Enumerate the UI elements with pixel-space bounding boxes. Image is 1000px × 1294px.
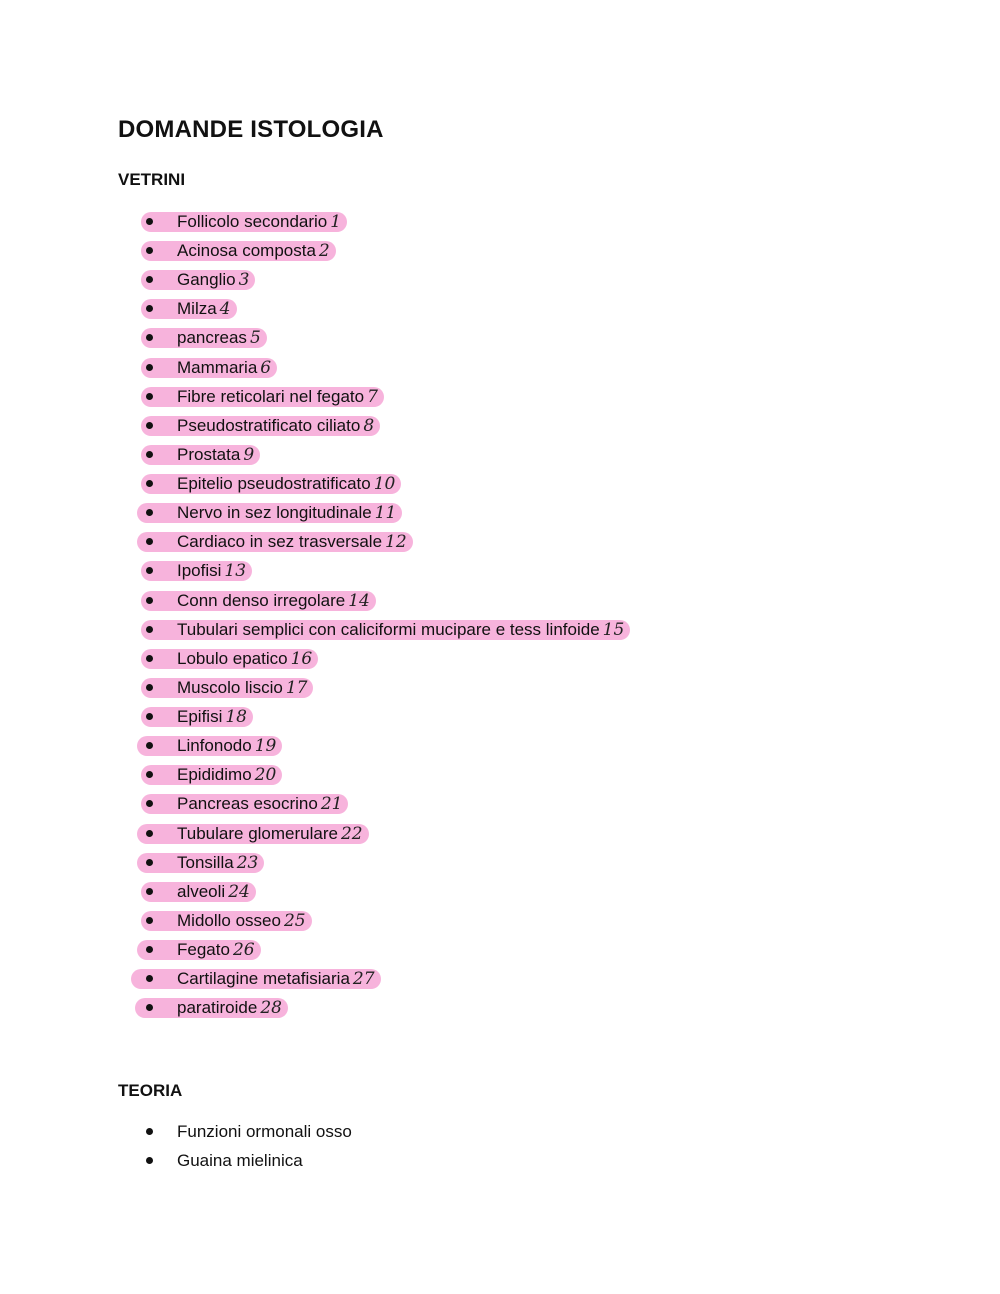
handwritten-number: 6 bbox=[260, 358, 272, 378]
handwritten-number: 19 bbox=[254, 736, 277, 756]
bullet-icon bbox=[146, 509, 153, 516]
list-item-text bbox=[177, 444, 254, 466]
list-item bbox=[0, 240, 1000, 262]
list-item bbox=[0, 793, 1000, 815]
bullet-icon bbox=[146, 742, 153, 749]
bullet-icon bbox=[146, 538, 153, 545]
handwritten-number: 13 bbox=[224, 561, 247, 581]
list-item bbox=[0, 531, 1000, 553]
handwritten-number: 24 bbox=[228, 882, 250, 902]
list-item-label: paratiroide bbox=[177, 998, 258, 1017]
bullet-icon bbox=[146, 597, 153, 604]
list-item bbox=[0, 852, 1000, 874]
list-item bbox=[0, 269, 1000, 291]
list-item-text bbox=[177, 706, 247, 728]
list-item bbox=[0, 327, 1000, 349]
handwritten-number: 3 bbox=[238, 270, 250, 290]
handwritten-number: 26 bbox=[232, 940, 255, 960]
list-item bbox=[0, 590, 1000, 612]
list-item bbox=[0, 298, 1000, 320]
list-item-text bbox=[177, 240, 330, 262]
list-item bbox=[0, 1150, 1000, 1172]
list-item-label: Guaina mielinica bbox=[177, 1151, 303, 1170]
bullet-icon bbox=[146, 305, 153, 312]
list-item-label: Linfonodo bbox=[177, 736, 252, 755]
list-item-label: Ganglio bbox=[177, 270, 236, 289]
handwritten-number: 22 bbox=[340, 824, 363, 844]
bullet-icon bbox=[146, 1128, 153, 1135]
list-item bbox=[0, 881, 1000, 903]
bullet-icon bbox=[146, 567, 153, 574]
list-item bbox=[0, 211, 1000, 233]
handwritten-number: 28 bbox=[260, 998, 282, 1018]
list-item-label: Nervo in sez longitudinale bbox=[177, 503, 372, 522]
handwritten-number: 20 bbox=[254, 765, 277, 785]
handwritten-number: 16 bbox=[290, 649, 313, 669]
bullet-icon bbox=[146, 1004, 153, 1011]
bullet-icon bbox=[146, 713, 153, 720]
handwritten-number: 15 bbox=[602, 620, 625, 640]
list-item bbox=[0, 910, 1000, 932]
handwritten-number: 4 bbox=[219, 299, 231, 319]
bullet-icon bbox=[146, 830, 153, 837]
handwritten-number: 1 bbox=[330, 212, 342, 232]
bullet-icon bbox=[146, 888, 153, 895]
list-item-text bbox=[177, 298, 231, 320]
list-item bbox=[0, 415, 1000, 437]
list-item-label: Funzioni ormonali osso bbox=[177, 1122, 352, 1141]
list-item-text bbox=[177, 386, 378, 408]
document-title: DOMANDE ISTOLOGIA bbox=[118, 116, 384, 143]
list-item-label: Prostata bbox=[177, 445, 241, 464]
bullet-icon bbox=[146, 771, 153, 778]
list-item-text bbox=[177, 939, 255, 961]
list-item bbox=[0, 386, 1000, 408]
list-item-label: Epifisi bbox=[177, 707, 223, 726]
handwritten-number: 9 bbox=[243, 445, 255, 465]
list-item bbox=[0, 939, 1000, 961]
list-item-label: Tubulare glomerulare bbox=[177, 824, 338, 843]
list-item-label: Tubulari semplici con caliciformi mucipare e tess linfoide bbox=[177, 620, 600, 639]
list-item-label: Epididimo bbox=[177, 765, 252, 784]
handwritten-number: 10 bbox=[373, 474, 396, 494]
list-item-text bbox=[177, 560, 246, 582]
handwritten-number: 5 bbox=[249, 328, 261, 348]
bullet-icon bbox=[146, 218, 153, 225]
list-item-label: alveoli bbox=[177, 882, 226, 901]
list-item bbox=[0, 444, 1000, 466]
list-item-text bbox=[177, 648, 312, 670]
handwritten-number: 7 bbox=[367, 387, 378, 407]
list-item-label: Acinosa composta bbox=[177, 241, 316, 260]
list-item bbox=[0, 823, 1000, 845]
list-item-label: Midollo osseo bbox=[177, 911, 281, 930]
list-item-text bbox=[177, 997, 282, 1019]
list-item-text bbox=[177, 764, 276, 786]
list-item-text bbox=[177, 357, 271, 379]
handwritten-number: 17 bbox=[285, 678, 308, 698]
list-item-label: Milza bbox=[177, 299, 217, 318]
list-item bbox=[0, 560, 1000, 582]
list-item bbox=[0, 764, 1000, 786]
bullet-icon bbox=[146, 626, 153, 633]
list-item-text bbox=[177, 502, 396, 524]
section-heading-teoria: TEORIA bbox=[118, 1081, 183, 1100]
list-item bbox=[0, 677, 1000, 699]
list-item-text bbox=[177, 852, 258, 874]
handwritten-number: 23 bbox=[236, 853, 259, 873]
list-item-label: Muscolo liscio bbox=[177, 678, 283, 697]
list-item bbox=[0, 968, 1000, 990]
list-item bbox=[0, 502, 1000, 524]
list-item-text bbox=[177, 968, 375, 990]
list-item-text bbox=[177, 590, 370, 612]
handwritten-number: 27 bbox=[352, 969, 375, 989]
handwritten-number: 21 bbox=[320, 794, 343, 814]
list-item-label: pancreas bbox=[177, 328, 247, 347]
handwritten-number: 12 bbox=[385, 532, 407, 552]
bullet-icon bbox=[146, 946, 153, 953]
handwritten-number: 25 bbox=[283, 911, 306, 931]
list-item-text bbox=[177, 735, 276, 757]
list-item-text bbox=[177, 823, 363, 845]
bullet-icon bbox=[146, 393, 153, 400]
list-item bbox=[0, 1121, 1000, 1143]
list-item bbox=[0, 357, 1000, 379]
bullet-icon bbox=[146, 247, 153, 254]
bullet-icon bbox=[146, 451, 153, 458]
handwritten-number: 14 bbox=[348, 591, 370, 611]
list-item-label: Cartilagine metafisiaria bbox=[177, 969, 350, 988]
list-item-text bbox=[177, 619, 624, 641]
list-item-text bbox=[177, 473, 395, 495]
handwritten-number: 11 bbox=[374, 503, 397, 523]
handwritten-number: 2 bbox=[318, 241, 330, 261]
list-item-label: Cardiaco in sez trasversale bbox=[177, 532, 383, 551]
list-item-label: Mammaria bbox=[177, 358, 258, 377]
list-item-label: Pseudostratificato ciliato bbox=[177, 416, 361, 435]
handwritten-number: 18 bbox=[225, 707, 247, 727]
list-item-text bbox=[177, 910, 306, 932]
bullet-icon bbox=[146, 655, 153, 662]
bullet-icon bbox=[146, 917, 153, 924]
list-item-label: Fegato bbox=[177, 940, 230, 959]
list-item-text bbox=[177, 881, 250, 903]
bullet-icon bbox=[146, 480, 153, 487]
list-item-label: Lobulo epatico bbox=[177, 649, 288, 668]
list-item bbox=[0, 706, 1000, 728]
bullet-icon bbox=[146, 276, 153, 283]
list-item-label: Conn denso irregolare bbox=[177, 591, 346, 610]
list-item-text bbox=[177, 793, 342, 815]
bullet-icon bbox=[146, 334, 153, 341]
bullet-icon bbox=[146, 422, 153, 429]
bullet-icon bbox=[146, 1157, 153, 1164]
list-item-text bbox=[177, 531, 407, 553]
bullet-icon bbox=[146, 975, 153, 982]
list-item-label: Epitelio pseudostratificato bbox=[177, 474, 371, 493]
bullet-icon bbox=[146, 364, 153, 371]
list-item-text bbox=[177, 211, 341, 233]
list-item-text bbox=[177, 415, 374, 437]
list-item-label: Ipofisi bbox=[177, 561, 222, 580]
list-item bbox=[0, 997, 1000, 1019]
bullet-icon bbox=[146, 684, 153, 691]
list-item-label: Fibre reticolari nel fegato bbox=[177, 387, 365, 406]
list-item bbox=[0, 619, 1000, 641]
bullet-icon bbox=[146, 859, 153, 866]
list-item-text bbox=[177, 677, 307, 699]
section-heading-vetrini: VETRINI bbox=[118, 170, 186, 189]
list-item-label: Tonsilla bbox=[177, 853, 234, 872]
list-item bbox=[0, 648, 1000, 670]
list-item-label: Follicolo secondario bbox=[177, 212, 328, 231]
list-item-text bbox=[177, 327, 261, 349]
list-item-label: Pancreas esocrino bbox=[177, 794, 318, 813]
list-item bbox=[0, 473, 1000, 495]
handwritten-number: 8 bbox=[363, 416, 375, 436]
list-item-text bbox=[177, 269, 249, 291]
list-item bbox=[0, 735, 1000, 757]
bullet-icon bbox=[146, 800, 153, 807]
